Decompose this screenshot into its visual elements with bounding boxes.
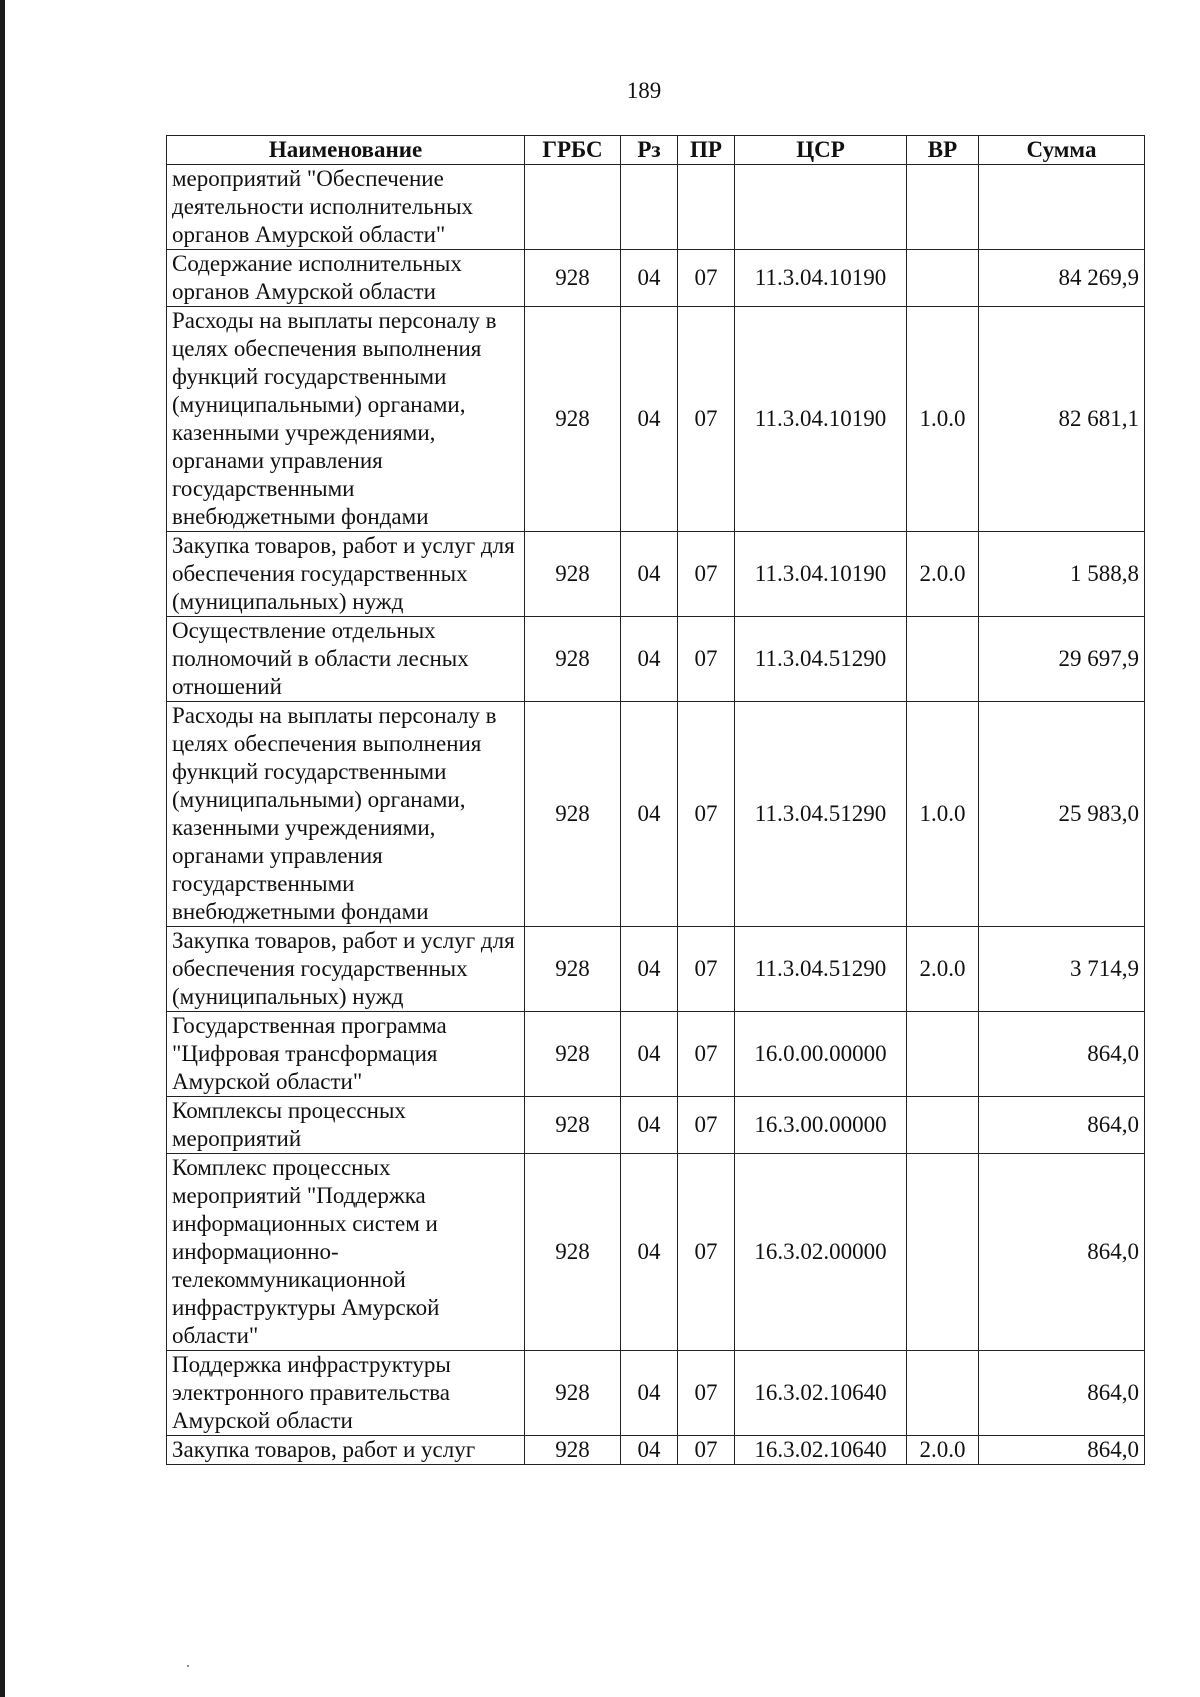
row-sum: 29 697,9 — [979, 617, 1145, 702]
row-grbs: 928 — [525, 307, 621, 532]
header-vr: ВР — [907, 136, 979, 165]
header-pr: ПР — [678, 136, 735, 165]
row-vr — [907, 250, 979, 307]
table-row — [167, 1012, 1145, 1097]
row-rz: 04 — [621, 1351, 678, 1436]
row-vr: 2.0.0 — [907, 1436, 979, 1465]
row-grbs: 928 — [525, 1097, 621, 1154]
row-pr: 07 — [678, 927, 735, 1012]
row-rz: 04 — [621, 1012, 678, 1097]
row-name: Закупка товаров, работ и услуг для обеспечения государственных (муниципальных) нужд — [167, 927, 525, 1012]
row-vr: 1.0.0 — [907, 702, 979, 927]
row-name: Государственная программа "Цифровая трансформация Амурской области" — [167, 1012, 525, 1097]
row-rz: 04 — [621, 250, 678, 307]
row-name: Содержание исполнительных органов Амурской области — [167, 250, 525, 307]
row-sum: 864,0 — [979, 1154, 1145, 1351]
row-grbs: 928 — [525, 702, 621, 927]
row-rz: 04 — [621, 1436, 678, 1465]
row-grbs: 928 — [525, 927, 621, 1012]
row-rz: 04 — [621, 532, 678, 617]
row-name: Закупка товаров, работ и услуг — [167, 1436, 525, 1465]
scan-left-edge — [0, 0, 5, 1697]
row-vr: 2.0.0 — [907, 927, 979, 1012]
table-row — [167, 702, 1145, 927]
table-row — [167, 1351, 1145, 1436]
row-sum: 864,0 — [979, 1351, 1145, 1436]
row-pr: 07 — [678, 702, 735, 927]
row-name: Поддержка инфраструктуры электронного правительства Амурской области — [167, 1351, 525, 1436]
row-sum: 25 983,0 — [979, 702, 1145, 927]
row-rz: 04 — [621, 307, 678, 532]
row-csr — [735, 165, 907, 250]
table-row — [167, 617, 1145, 702]
row-csr: 16.3.02.00000 — [735, 1154, 907, 1351]
row-pr: 07 — [678, 1097, 735, 1154]
row-csr: 16.3.00.00000 — [735, 1097, 907, 1154]
row-vr — [907, 165, 979, 250]
row-sum: 864,0 — [979, 1012, 1145, 1097]
header-grbs: ГРБС — [525, 136, 621, 165]
row-rz: 04 — [621, 1097, 678, 1154]
row-grbs: 928 — [525, 1012, 621, 1097]
row-vr: 2.0.0 — [907, 532, 979, 617]
header-name: Наименование — [167, 136, 525, 165]
row-pr: 07 — [678, 532, 735, 617]
row-rz: 04 — [621, 702, 678, 927]
header-rz: Рз — [621, 136, 678, 165]
row-vr: 1.0.0 — [907, 307, 979, 532]
row-grbs: 928 — [525, 617, 621, 702]
table-header-row — [167, 136, 1145, 165]
row-name: мероприятий "Обеспечение деятельности исполнительных органов Амурской области" — [167, 165, 525, 250]
row-rz: 04 — [621, 1154, 678, 1351]
row-csr: 16.3.02.10640 — [735, 1351, 907, 1436]
row-vr — [907, 1154, 979, 1351]
row-sum: 84 269,9 — [979, 250, 1145, 307]
row-pr: 07 — [678, 1436, 735, 1465]
table-row — [167, 250, 1145, 307]
row-csr: 11.3.04.51290 — [735, 927, 907, 1012]
row-csr: 11.3.04.10190 — [735, 250, 907, 307]
row-grbs: 928 — [525, 1436, 621, 1465]
table-row — [167, 165, 1145, 250]
scan-speck — [187, 1665, 189, 1667]
table-row — [167, 1097, 1145, 1154]
row-sum: 864,0 — [979, 1097, 1145, 1154]
row-vr — [907, 1097, 979, 1154]
row-name: Расходы на выплаты персоналу в целях обеспечения выполнения функций государственными (муниципальными) органами, казенными учреждениями, органами управления государственными внебюджетными фондами — [167, 702, 525, 927]
row-name: Комплексы процессных мероприятий — [167, 1097, 525, 1154]
row-sum: 82 681,1 — [979, 307, 1145, 532]
row-sum: 1 588,8 — [979, 532, 1145, 617]
row-pr: 07 — [678, 307, 735, 532]
row-csr: 11.3.04.10190 — [735, 307, 907, 532]
row-vr — [907, 1012, 979, 1097]
row-grbs: 928 — [525, 1154, 621, 1351]
row-name: Осуществление отдельных полномочий в области лесных отношений — [167, 617, 525, 702]
row-grbs: 928 — [525, 1351, 621, 1436]
row-csr: 11.3.04.51290 — [735, 702, 907, 927]
page-number: 189 — [626, 78, 662, 103]
row-rz: 04 — [621, 927, 678, 1012]
row-pr: 07 — [678, 1351, 735, 1436]
header-csr: ЦСР — [735, 136, 907, 165]
row-vr — [907, 1351, 979, 1436]
row-csr: 16.3.02.10640 — [735, 1436, 907, 1465]
row-pr: 07 — [678, 250, 735, 307]
row-pr — [678, 165, 735, 250]
row-grbs: 928 — [525, 250, 621, 307]
budget-table — [166, 135, 1145, 1465]
row-csr: 16.0.00.00000 — [735, 1012, 907, 1097]
row-name: Закупка товаров, работ и услуг для обеспечения государственных (муниципальных) нужд — [167, 532, 525, 617]
row-sum: 3 714,9 — [979, 927, 1145, 1012]
row-pr: 07 — [678, 617, 735, 702]
row-name: Комплекс процессных мероприятий "Поддержка информационных систем и информационно-телекоммуникационной инфраструктуры Амурской области" — [167, 1154, 525, 1351]
row-grbs — [525, 165, 621, 250]
table-row — [167, 307, 1145, 532]
row-grbs: 928 — [525, 532, 621, 617]
table-row — [167, 532, 1145, 617]
header-sum: Сумма — [979, 136, 1145, 165]
row-vr — [907, 617, 979, 702]
row-rz: 04 — [621, 617, 678, 702]
row-sum: 864,0 — [979, 1436, 1145, 1465]
row-csr: 11.3.04.10190 — [735, 532, 907, 617]
table-row — [167, 927, 1145, 1012]
row-name: Расходы на выплаты персоналу в целях обеспечения выполнения функций государственными (муниципальными) органами, казенными учреждениями, органами управления государственными внебюджетными фондами — [167, 307, 525, 532]
table-row — [167, 1436, 1145, 1465]
table-row — [167, 1154, 1145, 1351]
row-rz — [621, 165, 678, 250]
row-pr: 07 — [678, 1154, 735, 1351]
row-csr: 11.3.04.51290 — [735, 617, 907, 702]
row-sum — [979, 165, 1145, 250]
row-pr: 07 — [678, 1012, 735, 1097]
